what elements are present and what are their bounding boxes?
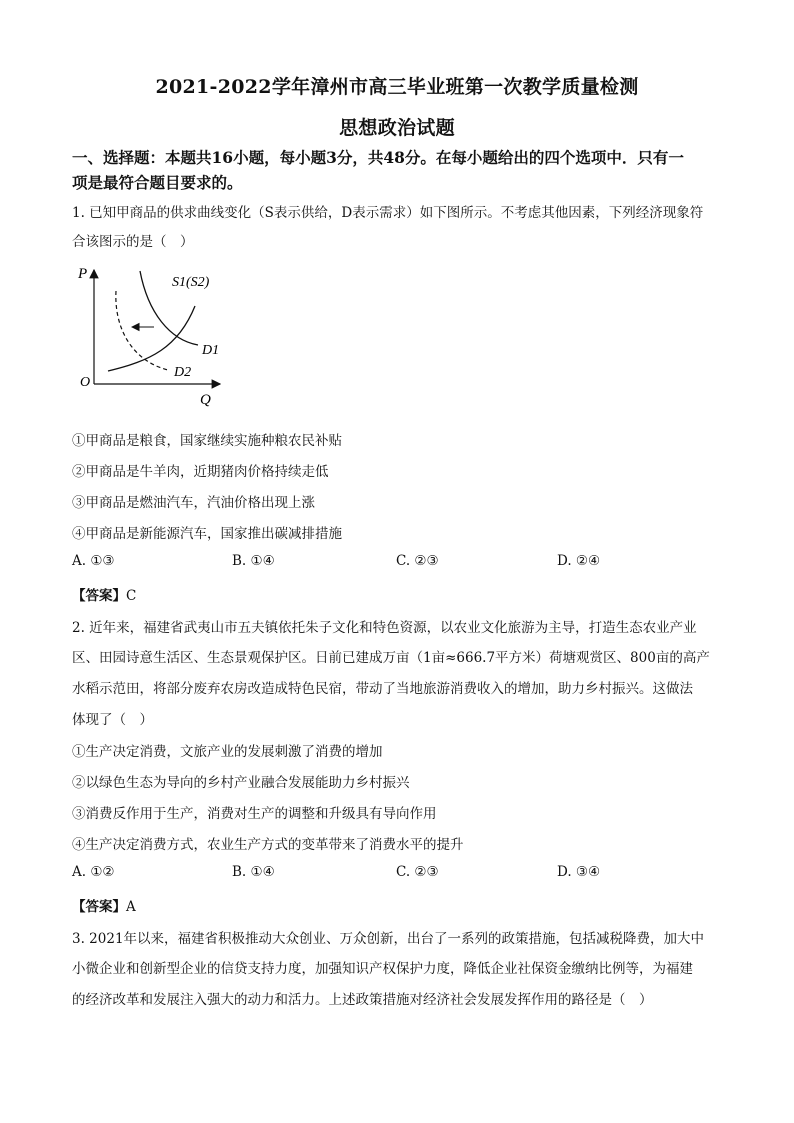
d1-label: D1 — [202, 343, 220, 358]
q3-stem-line2: 小微企业和创新型企业的信贷支持力度，加强知识产权保护力度，降低企业社保资金缴纳比例等，为福建 — [72, 961, 693, 977]
q3-stem-line3: 的经济改革和发展注入强大的动力和活力。上述政策措施对经济社会发展发挥作用的路径是（ ） — [72, 992, 653, 1008]
origin-label: O — [80, 375, 91, 390]
q1-option-a: A. ①③ — [72, 553, 115, 569]
d2-label: D2 — [174, 365, 192, 380]
q2-item-2: ②以绿色生态为导向的乡村产业融合发展能助力乡村振兴 — [72, 775, 410, 791]
q2-stem-line3: 水稻示范田，将部分废弃农房改造成特色民宿，带动了当地旅游消费收入的增加，助力乡村振兴。这做法 — [72, 681, 693, 697]
q3-stem-line1: 3. 2021年以来，福建省积极推动大众创业、万众创新，出台了一系列的政策措施，包括减税降费，加大中 — [72, 931, 705, 947]
q1-stem-line2: 合该图示的是（ ） — [72, 234, 194, 250]
q1-answer-tag: 【答案】 — [72, 588, 126, 604]
q1-option-b: B. ①④ — [232, 553, 275, 569]
q2-option-d: D. ③④ — [557, 864, 601, 880]
q2-stem-line1: 2. 近年来，福建省武夷山市五夫镇依托朱子文化和特色资源，以农业文化旅游为主导，打造生态农业产业 — [72, 620, 697, 636]
q1-answer-value: C — [126, 588, 137, 604]
q2-answer-tag: 【答案】 — [72, 899, 126, 915]
supply-label: S1(S2) — [172, 275, 210, 290]
q2-answer-value: A — [126, 899, 136, 915]
q1-answer — [72, 584, 136, 604]
q1-item-2: ②甲商品是牛羊肉，近期猪肉价格持续走低 — [72, 464, 329, 480]
q2-item-4: ④生产决定消费方式，农业生产方式的变革带来了消费水平的提升 — [72, 837, 464, 853]
q2-option-b: B. ①④ — [232, 864, 275, 880]
q1-item-4: ④甲商品是新能源汽车，国家推出碳减排措施 — [72, 526, 342, 542]
q1-option-d: D. ②④ — [557, 553, 601, 569]
q1-item-1: ①甲商品是粮食，国家继续实施种粮农民补贴 — [72, 433, 342, 449]
demand-curve-d2 — [116, 291, 168, 370]
supply-demand-graph — [70, 258, 230, 410]
q2-item-3: ③消费反作用于生产，消费对生产的调整和升级具有导向作用 — [72, 806, 437, 822]
q2-stem-line4: 体现了（ ） — [72, 712, 153, 728]
page-subtitle: 思想政治试题 — [339, 117, 455, 139]
supply-curve — [108, 306, 195, 371]
q2-item-1: ①生产决定消费，文旅产业的发展刺激了消费的增加 — [72, 744, 383, 760]
q1-option-c: C. ②③ — [396, 553, 439, 569]
q2-stem-line2: 区、田园诗意生活区、生态景观保护区。日前已建成万亩（1亩≈666.7平方米）荷塘观赏区、800亩的高产 — [72, 650, 710, 666]
q2-answer — [72, 895, 136, 915]
section-heading-line1: 一、选择题：本题共16小题，每小题3分，共48分。在每小题给出的四个选项中．只有一 — [72, 148, 684, 167]
q1-stem-line1: 1. 已知甲商品的供求曲线变化（S表示供给，D表示需求）如下图所示。不考虑其他因素，下列经济现象符 — [72, 205, 704, 221]
q1-item-3: ③甲商品是燃油汽车，汽油价格出现上涨 — [72, 495, 315, 511]
q-axis-label: Q — [200, 392, 211, 408]
p-axis-label: P — [78, 266, 88, 282]
page-title: 2021-2022学年漳州市高三毕业班第一次教学质量检测 — [155, 76, 639, 98]
section-heading-line2: 项是最符合题目要求的。 — [72, 173, 243, 192]
q2-option-c: C. ②③ — [396, 864, 439, 880]
q2-option-a: A. ①② — [72, 864, 115, 880]
